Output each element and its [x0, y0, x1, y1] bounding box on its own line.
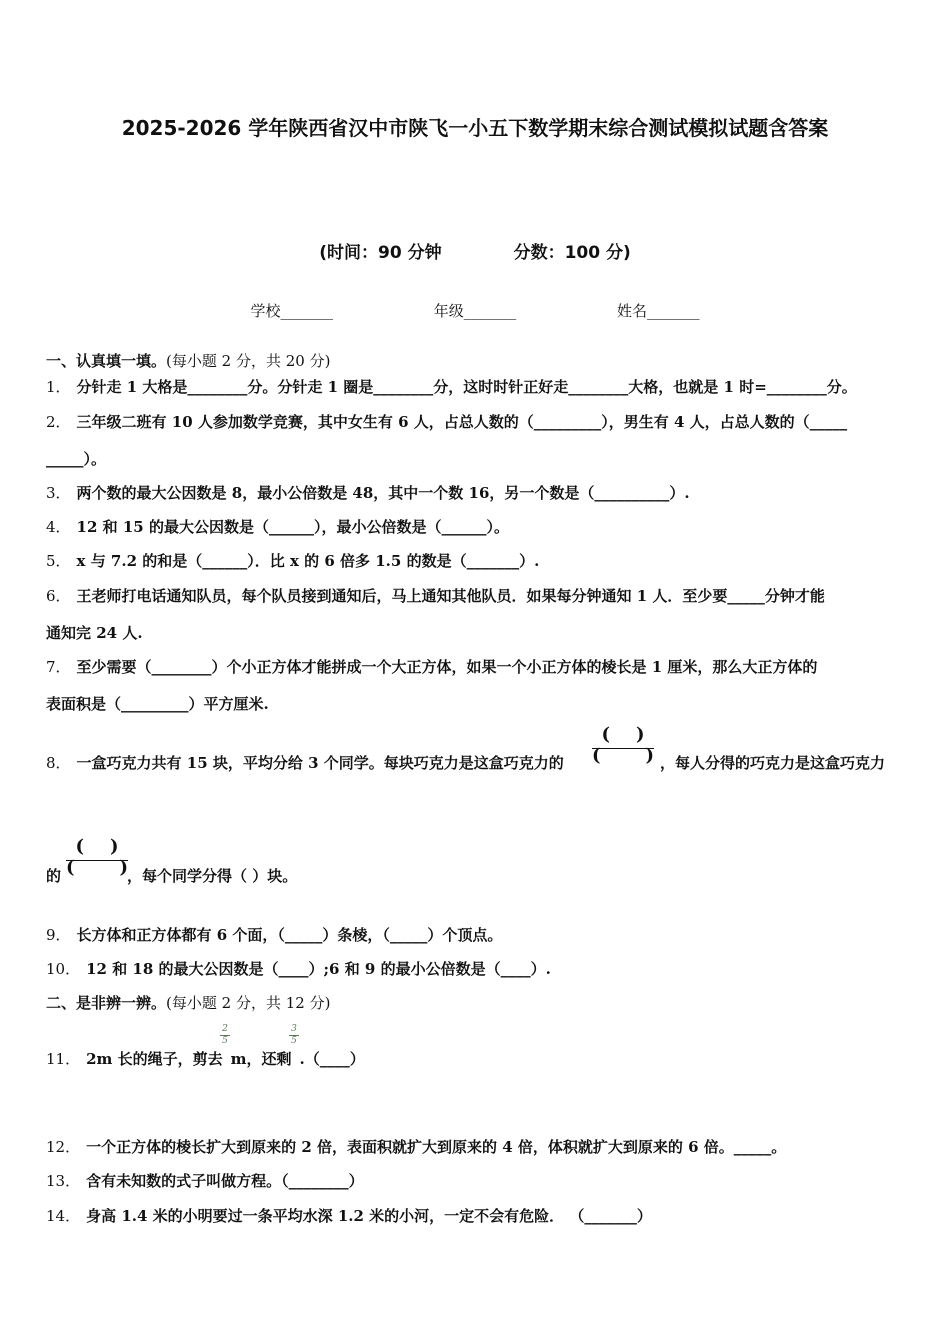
- question-4: [46, 516, 509, 537]
- question-number: 12．: [46, 1138, 81, 1156]
- fraction-three-fifths: [289, 1025, 299, 1046]
- question-text: 一个正方体的棱长扩大到原来的 2 倍，表面积就扩大到原来的 4 倍，体积就扩大到原来的 6 倍。_____。: [86, 1138, 787, 1156]
- question-13: [46, 1170, 364, 1191]
- question-10: [46, 958, 551, 979]
- fraction-denominator: 5: [291, 1036, 297, 1046]
- fraction-2-close-paren: ): [110, 836, 119, 857]
- fraction-1-open-paren: (: [601, 724, 610, 745]
- question-8-tail: ，每个同学分得（ ）块。: [127, 867, 298, 885]
- question-1: [46, 376, 857, 397]
- section-2-heading: [46, 992, 330, 1013]
- question-number: 7．: [46, 658, 71, 676]
- question-6: [46, 585, 825, 606]
- question-8: [46, 752, 564, 773]
- question-number: 8．: [46, 754, 71, 772]
- question-8-de: 的: [46, 867, 62, 885]
- question-text: 分针走 1 大格是________分。分针走 1 圈是________分，这时时针正好走________大格，也就是 1 时=________分。: [76, 378, 857, 396]
- question-text-a: 2m 长的绳子，剪去: [86, 1050, 223, 1068]
- fraction-1-close-paren: ): [636, 724, 645, 745]
- school-field[interactable]: 学校_______: [250, 302, 333, 320]
- question-14: [46, 1205, 652, 1226]
- question-text: 长方体和正方体都有 6 个面，（_____）条棱，（_____）个顶点。: [76, 926, 503, 944]
- question-text: 12 和 18 的最大公因数是（____）;6 和 9 的最小公倍数是（____）.: [86, 960, 551, 978]
- name-field[interactable]: 姓名_______: [617, 302, 700, 320]
- question-number: 14．: [46, 1207, 81, 1225]
- blank-fraction-2[interactable]: ( ) ( ): [66, 836, 128, 878]
- question-12: [46, 1136, 786, 1157]
- fraction-numerator: 3: [291, 1024, 297, 1034]
- question-number: 1．: [46, 378, 71, 396]
- grade-field[interactable]: 年级_______: [433, 302, 517, 320]
- question-7: [46, 656, 817, 677]
- question-text: 王老师打电话通知队员，每个队员接到通知后，马上通知其他队员．如果每分钟通知 1 人．至少要_____分钟才能: [76, 587, 825, 605]
- question-8-continued: [46, 865, 297, 886]
- student-info: [0, 300, 950, 321]
- question-number: 4．: [46, 518, 71, 536]
- question-text: 身高 1.4 米的小明要过一条平均水深 1.2 米的小河，一定不会有危险． （_______）: [86, 1207, 652, 1225]
- question-number: 6．: [46, 587, 71, 605]
- question-number: 11．: [46, 1050, 81, 1068]
- question-text: 含有未知数的式子叫做方程。（________）: [86, 1172, 364, 1190]
- question-text-b: m，还剩: [230, 1050, 292, 1068]
- question-6-continued: 通知完 24 人.: [46, 624, 143, 642]
- question-text: 至少需要（________）个小正方体才能拼成一个大正方体，如果一个小正方体的棱长是 1 厘米，那么大正方体的: [76, 658, 818, 676]
- blank-fraction-1[interactable]: ( ) ( ): [592, 724, 654, 766]
- section-1-note: (每小题 2 分，共 20 分): [166, 352, 331, 370]
- question-number: 9．: [46, 926, 71, 944]
- question-3: [46, 482, 690, 503]
- question-text: 三年级二班有 10 人参加数学竞赛，其中女生有 6 人，占总人数的（_________），男生有 4 人，占总人数的（_____: [76, 413, 848, 431]
- question-number: 2．: [46, 413, 71, 431]
- question-2-continued: _____）。: [46, 450, 107, 468]
- page-title: 2025-2026 学年陕西省汉中市陕飞一小五下数学期末综合测试模拟试题含答案: [121, 116, 829, 140]
- question-2: [46, 411, 847, 432]
- question-number: 13．: [46, 1172, 81, 1190]
- question-number: 5．: [46, 552, 71, 570]
- question-text: 12 和 15 的最大公因数是（______），最小公倍数是（______）。: [76, 518, 509, 536]
- question-8-after: ，每人分得的巧克力是这盒巧克力: [660, 754, 886, 772]
- time-score-line: [0, 238, 950, 263]
- question-text-c: .（____）: [299, 1050, 365, 1068]
- question-text: x 与 7.2 的和是（______）．比 x 的 6 倍多 1.5 的数是（_______）.: [76, 552, 540, 570]
- section-1-title: 一、认真填一填。: [46, 352, 167, 370]
- section-2-title: 二、是非辨一辨。: [46, 994, 167, 1012]
- fraction-numerator: 2: [222, 1024, 228, 1034]
- question-5: [46, 550, 539, 571]
- time-label: (时间：90 分钟: [319, 243, 442, 263]
- question-text: 一盒巧克力共有 15 块，平均分给 3 个同学。每块巧克力是这盒巧克力的: [76, 754, 564, 772]
- question-number: 3．: [46, 484, 71, 502]
- question-11: [46, 1048, 365, 1069]
- fraction-denominator: 5: [222, 1036, 228, 1046]
- question-number: 10．: [46, 960, 81, 978]
- fraction-2-open-paren: (: [75, 836, 84, 857]
- question-text: 两个数的最大公因数是 8，最小公倍数是 48，其中一个数 16，另一个数是（__________）.: [76, 484, 690, 502]
- section-2-note: (每小题 2 分，共 12 分): [166, 994, 331, 1012]
- score-label: 分数：100 分): [513, 243, 631, 263]
- question-7-continued: 表面积是（_________）平方厘米.: [46, 695, 269, 713]
- fraction-two-fifths: [220, 1025, 230, 1046]
- question-9: [46, 924, 502, 945]
- section-1-heading: [46, 350, 330, 371]
